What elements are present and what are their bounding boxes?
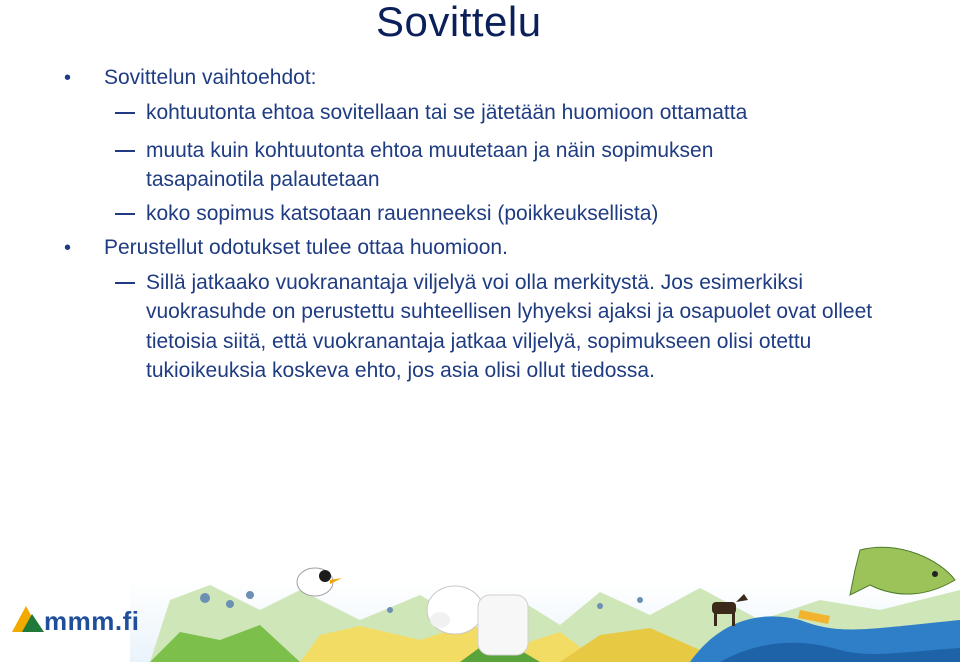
slide-title: Sovittelu [376, 0, 542, 45]
bullet-level1: • Perustellut odotukset tulee ottaa huomioon. [104, 234, 508, 262]
bullet-level2: kohtuutonta ehtoa sovitellaan tai se jätetään huomioon ottamatta [146, 98, 866, 127]
bullet-level2: koko sopimus katsotaan rauenneeksi (poikkeuksellista) [146, 199, 866, 228]
bullet-level2: Sillä jatkaako vuokranantaja viljelyä voi olla merkitystä. Jos esimerkiksi vuokrasuhde on perustettu suhteellisen lyhyeksi ajaksi ja osapuolet ovat olleet tietoisia siitä, että vuokranantaja jatkaa viljelyä, sopimukseen olisi otettu tukioikeuksia koskeva ehto, jos asia olisi ollut tiedossa. [146, 268, 876, 386]
bullet-level1: • Sovittelun vaihtoehdot: [104, 64, 316, 92]
bullet-level2: muuta kuin kohtuutonta ehtoa muutetaan ja näin sopimuksen tasapainotila palautetaan [146, 136, 826, 195]
landscape-illustration [0, 540, 960, 662]
logo-text: mmm.fi [44, 606, 140, 636]
